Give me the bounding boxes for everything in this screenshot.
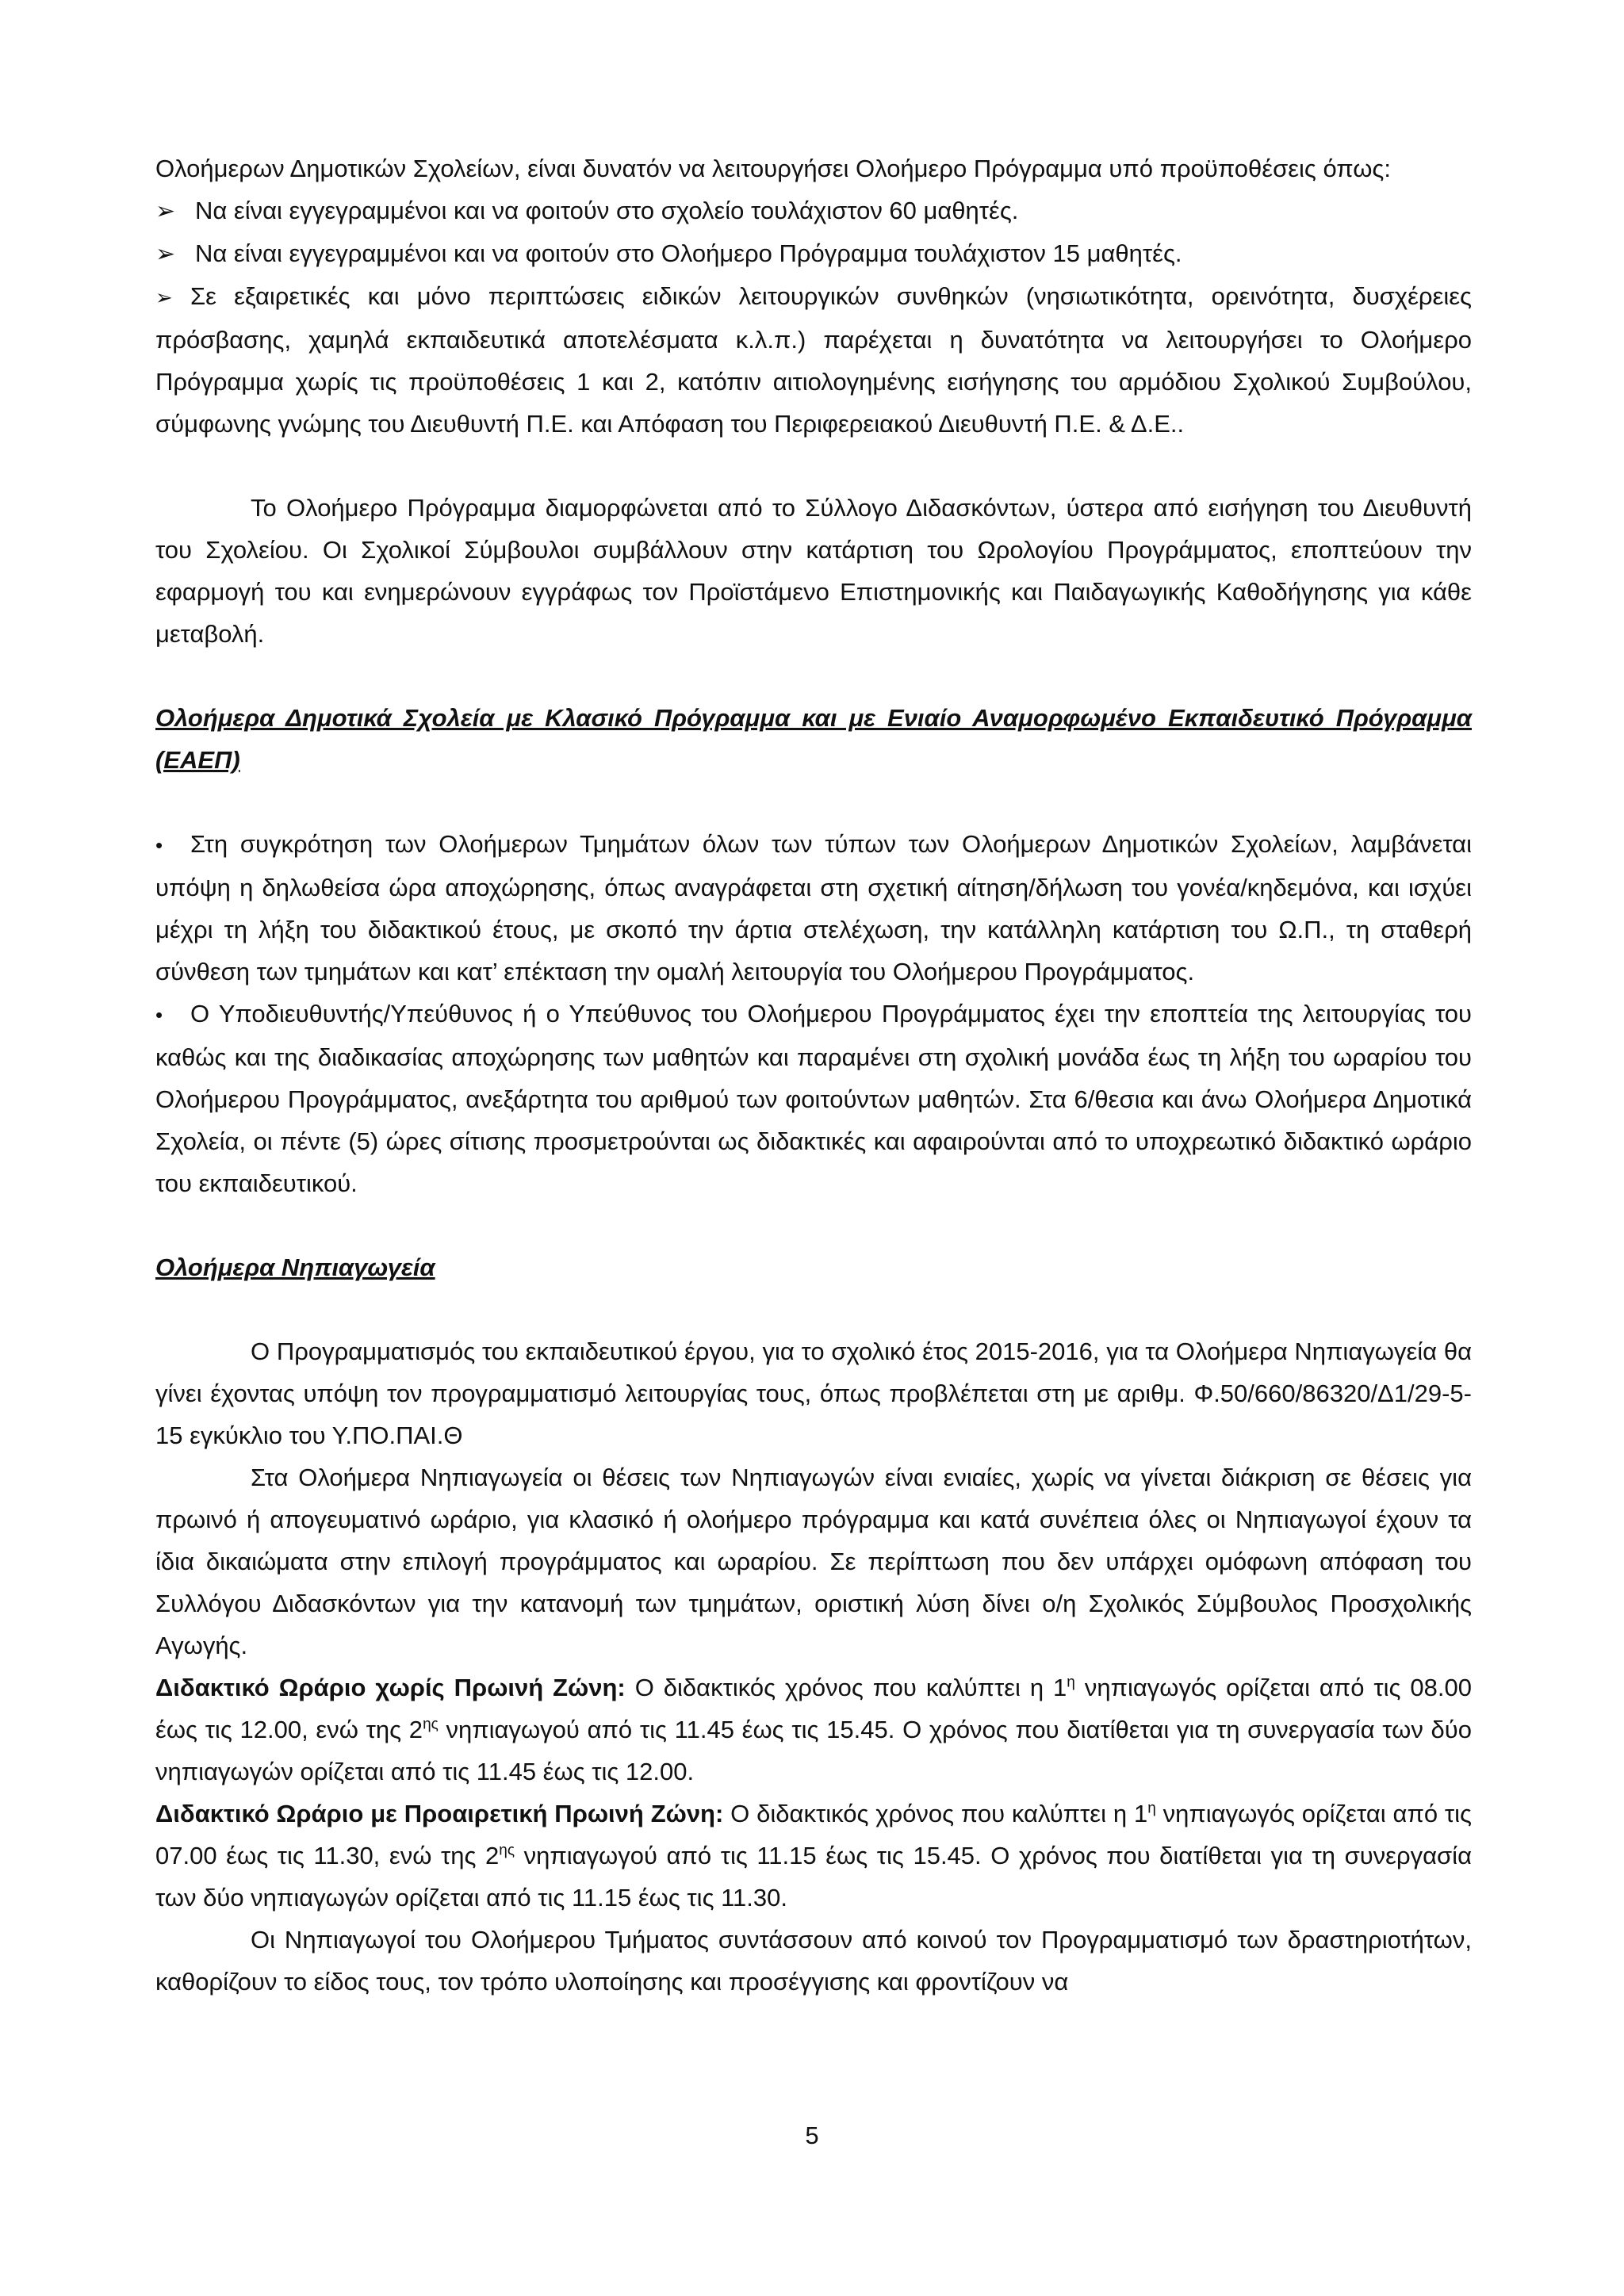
condition-item [155,275,1472,445]
spacer [155,781,1472,823]
bullet-icon: • [155,833,163,857]
arrow-bullet-icon: ➢ [155,198,176,224]
paragraph-planning: Ο Προγραμματισμός του εκπαιδευτικού έργου, για το σχολικό έτος 2015-2016, για τα Ολοήμερα Νηπιαγωγεία θα γίνει έχοντας υπόψη τον προγραμματισμό λειτουργίας τους, όπως προβλέπεται στη με αριθμ. Φ.50/660/86320/Δ1/29-5-15 εγκύκλιο του Υ.ΠΟ.ΠΑΙ.Θ [155,1337,1472,1449]
schedule-text: Ο διδακτικός χρόνος που καλύπτει η 1 [723,1800,1148,1827]
paragraph-teachers-planning: Οι Νηπιαγωγοί του Ολοήμερου Τμήματος συντάσσουν από κοινού τον Προγραμματισμό των δραστηριοτήτων, καθορίζουν το είδος τους, τον τρόπο υλοποίησης και προσέγγισης και φροντίζουν να [155,1926,1472,1996]
paragraph-schedule-optional-morning-zone [155,1793,1472,1919]
ordinal-suffix: ης [499,1842,515,1859]
condition-text: Να είναι εγγεγραμμένοι και να φοιτούν στο σχολείο τουλάχιστον 60 μαθητές. [195,197,1019,224]
page-number: 5 [805,2122,819,2149]
bullet-icon: • [155,1003,163,1027]
ordinal-suffix: ης [423,1716,439,1733]
condition-text: Σε εξαιρετικές και μόνο περιπτώσεις ειδικών λειτουργικών συνθηκών (νησιωτικότητα, ορεινότητα, δυσχέρειες πρόσβασης, χαμηλά εκπαιδευτικά αποτελέσματα κ.λ.π.) παρέχεται η δυνατότητα να λειτουργήσει το Ολοήμερο Πρόγραμμα χωρίς τις προϋποθέσεις 1 και 2, κατόπιν αιτιολογημένης εισήγησης του αρμόδιου Σχολικού Συμβούλου, σύμφωνης γνώμης του Διευθυντή Π.Ε. και Απόφαση του Περιφερειακού Διευθυντή Π.Ε. & Δ.Ε.. [155,282,1472,438]
schedule-text: νηπιαγωγός ορίζεται από τις 08.00 έως τις 12.00, ενώ της 2 [155,1674,1472,1743]
condition-item [155,189,1472,232]
spacer [155,445,1472,487]
schedule-label: Διδακτικό Ωράριο με Προαιρετική Πρωινή Ζώνη: [155,1800,724,1827]
paragraph-positions: Στα Ολοήμερα Νηπιαγωγεία οι θέσεις των Νηπιαγωγών είναι ενιαίες, χωρίς να γίνεται διάκριση σε θέσεις για πρωινό ή απογευματινό ωράριο, για κλασικό ή ολοήμερο πρόγραμμα και κατά συνέπεια όλες οι Νηπιαγωγοί έχουν τα ίδια δικαιώματα στην επιλογή προγράμματος και ωραρίου. Σε περίπτωση που δεν υπάρχει ομόφωνη απόφαση του Συλλόγου Διδασκόντων για την κατανομή των τμημάτων, οριστική λύση δίνει ο/η Σχολικός Σύμβουλος Προσχολικής Αγωγής. [155,1464,1472,1659]
conditions-list [155,189,1472,445]
bullet-text: Στη συγκρότηση των Ολοήμερων Τμημάτων όλων των τύπων των Ολοήμερων Δημοτικών Σχολείων, λαμβάνεται υπόψη η δηλωθείσα ώρα αποχώρησης, όπως αναγράφεται στη σχετική αίτηση/δήλωση του γονέα/κηδεμόνα, και ισχύει μέχρι τη λήξη του διδακτικού έτους, με σκοπό την άρτια στελέχωση, την κατάλληλη κατάρτιση του Ω.Π., τη σταθερή σύνθεση των τμημάτων και κατ’ επέκταση την ομαλή λειτουργία του Ολοήμερου Προγράμματος. [155,830,1472,985]
section-heading-kindergartens: Ολοήμερα Νηπιαγωγεία [155,1253,435,1281]
paragraph-schedule-no-morning-zone [155,1667,1472,1793]
schedule-text: Ο διδακτικός χρόνος που καλύπτει η 1 [625,1674,1067,1701]
bullet-text: Ο Υποδιευθυντής/Υπεύθυνος ή ο Υπεύθυνος του Ολοήμερου Προγράμματος έχει την εποπτεία της λειτουργίας του καθώς και της διαδικασίας αποχώρησης των μαθητών και παραμένει στη σχολική μονάδα έως τη λήξη του ωραρίου του Ολοήμερου Προγράμματος, ανεξάρτητα του αριθμού των φοιτούντων μαθητών. Στα 6/θεσια και άνω Ολοήμερα Δημοτικά Σχολεία, οι πέντε (5) ώρες σίτισης προσμετρούνται ως διδακτικές και αφαιρούνται από το υποχρεωτικό διδακτικό ωράριο του εκπαιδευτικού. [155,1000,1472,1197]
document-body [155,147,1472,2003]
schedule-text: νηπιαγωγός ορίζεται από τις 07.00 έως τις 11.30, ενώ της 2 [155,1800,1472,1869]
condition-text: Να είναι εγγεγραμμένοι και να φοιτούν στο Ολοήμερο Πρόγραμμα τουλάχιστον 15 μαθητές. [195,239,1182,267]
paragraph-program: Το Ολοήμερο Πρόγραμμα διαμορφώνεται από το Σύλλογο Διδασκόντων, ύστερα από εισήγηση του Διευθυντή του Σχολείου. Οι Σχολικοί Σύμβουλοι συμβάλλουν στην κατάρτιση του Ωρολογίου Προγράμματος, εποπτεύουν την εφαρμογή του και ενημερώνουν εγγράφως τον Προϊστάμενο Επιστημονικής και Παιδαγωγικής Καθοδήγησης για κάθε μεταβολή. [155,494,1472,648]
condition-item [155,232,1472,275]
spacer [155,1204,1472,1246]
ordinal-suffix: η [1147,1800,1156,1817]
paragraph-intro: Ολοήμερων Δημοτικών Σχολείων, είναι δυνατόν να λειτουργήσει Ολοήμερο Πρόγραμμα υπό προϋποθέσεις όπως: [155,155,1391,182]
schedule-label: Διδακτικό Ωράριο χωρίς Πρωινή Ζώνη: [155,1674,626,1701]
schedule-text: νηπιαγωγού από τις 11.45 έως τις 15.45. Ο χρόνος που διατίθεται για τη συνεργασία των δύο νηπιαγωγών ορίζεται από τις 11.45 έως τις 12.00. [155,1716,1472,1785]
section-heading-primary-schools: Ολοήμερα Δημοτικά Σχολεία με Κλασικό Πρόγραμμα και με Ενιαίο Αναμορφωμένο Εκπαιδευτικό Πρόγραμμα (ΕΑΕΠ) [155,704,1472,774]
bullet-item [155,823,1472,993]
bullet-item [155,993,1472,1204]
ordinal-suffix: η [1067,1674,1075,1691]
spacer [155,655,1472,697]
bullet-list [155,823,1472,1204]
spacer [155,1288,1472,1330]
arrow-bullet-icon: ➢ [155,241,176,267]
schedule-text: νηπιαγωγού από τις 11.15 έως τις 15.45. Ο χρόνος που διατίθεται για τη συνεργασία των δύο νηπιαγωγών ορίζεται από τις 11.15 έως τις 11.30. [155,1842,1472,1911]
arrow-bullet-icon: ➢ [155,285,173,309]
